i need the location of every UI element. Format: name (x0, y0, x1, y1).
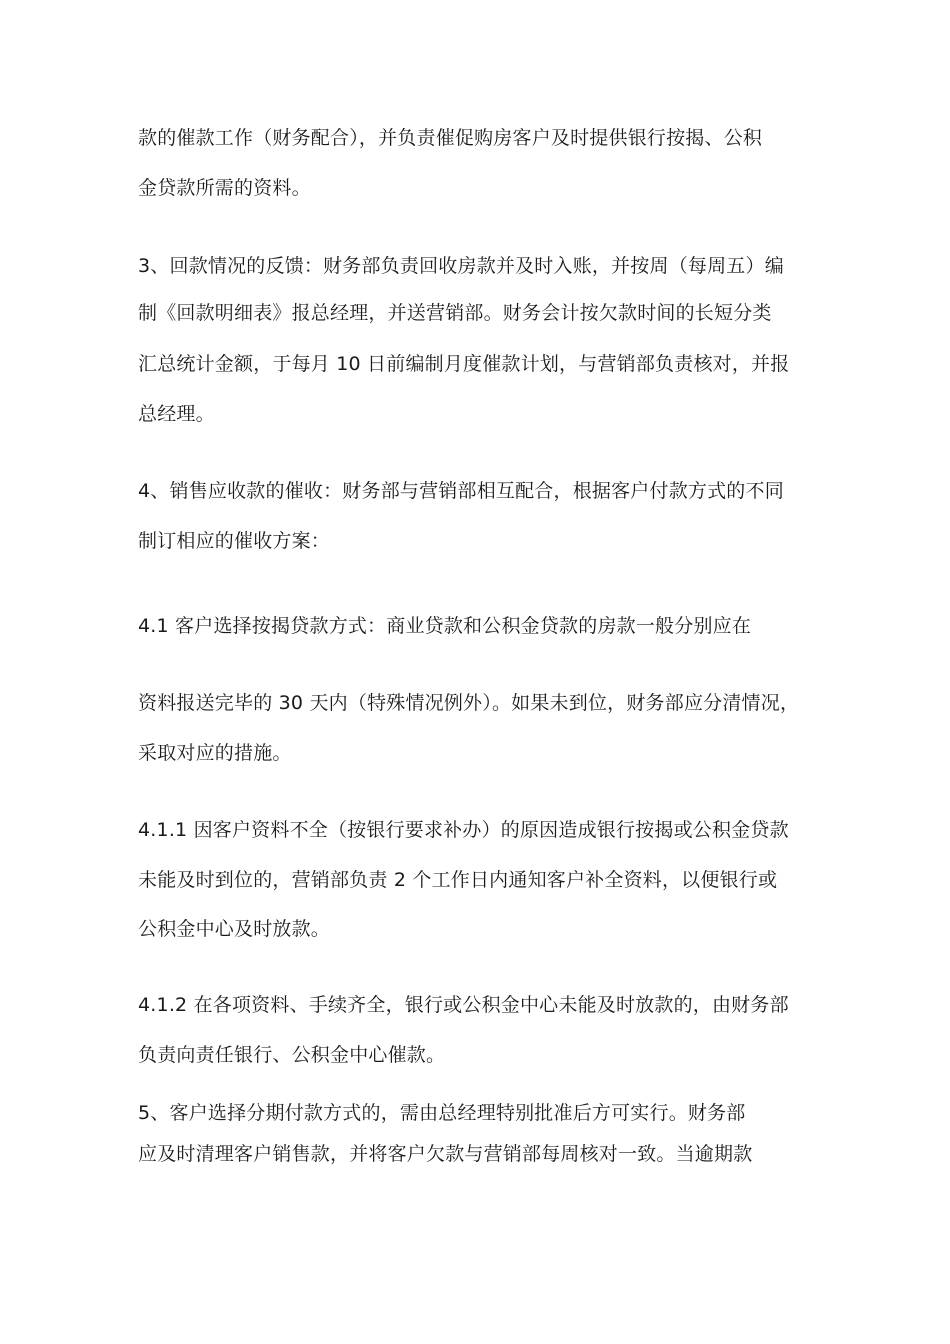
text-line: 汇总统计金额，于每月 10 日前编制月度催款计划，与营销部负责核对，并报 (138, 353, 790, 375)
text-line: 总经理。 (138, 403, 215, 425)
text-line: 采取对应的措施。 (138, 742, 292, 764)
text-line: 4.1 客户选择按揭贷款方式：商业贷款和公积金贷款的房款一般分别应在 (138, 615, 752, 637)
text-line: 资料报送完毕的 30 天内（特殊情况例外）。如果未到位，财务部应分清情况， (138, 692, 800, 714)
text-line: 4.1.2 在各项资料、手续齐全，银行或公积金中心未能及时放款的，由财务部 (138, 994, 789, 1016)
text-line: 4、销售应收款的催收：财务部与营销部相互配合，根据客户付款方式的不同 (138, 480, 784, 502)
text-line: 4.1.1 因客户资料不全（按银行要求补办）的原因造成银行按揭或公积金贷款 (138, 819, 789, 841)
text-line: 负责向责任银行、公积金中心催款。 (138, 1044, 446, 1066)
text-line: 金贷款所需的资料。 (138, 177, 311, 199)
text-line: 3、回款情况的反馈：财务部负责回收房款并及时入账，并按周（每周五）编 (138, 255, 784, 277)
text-line: 制订相应的催收方案： (138, 530, 331, 552)
text-line: 未能及时到位的，营销部负责 2 个工作日内通知客户补全资料，以便银行或 (138, 869, 778, 891)
text-line: 应及时清理客户销售款，并将客户欠款与营销部每周核对一致。当逾期款 (138, 1143, 753, 1165)
text-line: 公积金中心及时放款。 (138, 918, 331, 940)
text-line: 款的催款工作（财务配合），并负责催促购房客户及时提供银行按揭、公积 (138, 127, 763, 149)
text-line: 制《回款明细表》报总经理，并送营销部。财务会计按欠款时间的长短分类 (138, 302, 772, 324)
text-line: 5、客户选择分期付款方式的，需由总经理特别批准后方可实行。财务部 (138, 1102, 746, 1124)
